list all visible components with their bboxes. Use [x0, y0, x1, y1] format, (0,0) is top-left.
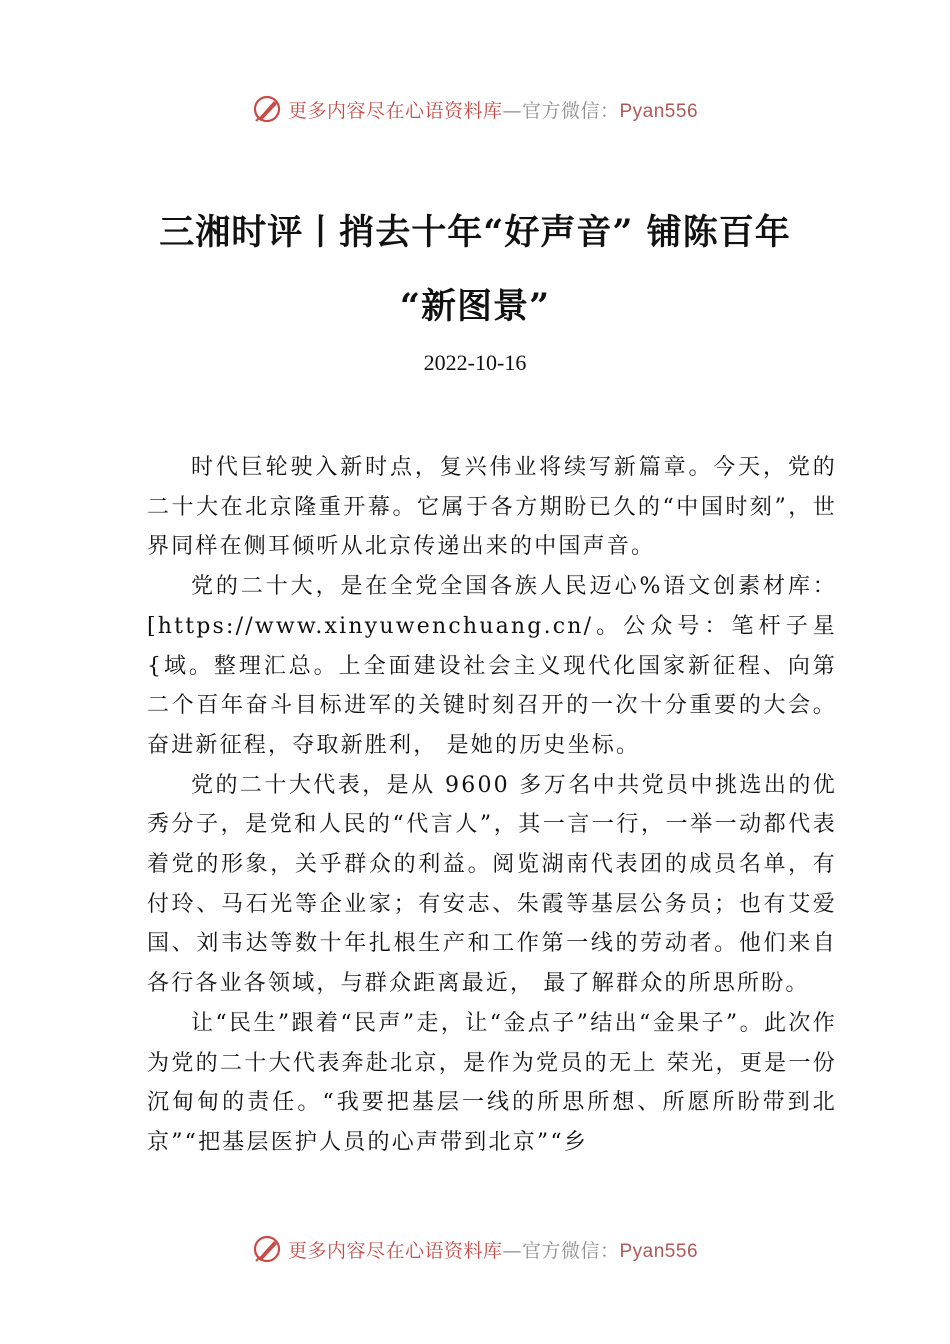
article-title-line1: 三湘时评丨捎去十年“好声音” 铺陈百年 [159, 212, 791, 253]
watermark-text [288, 1236, 698, 1263]
watermark-brand: 更多内容尽在心语资料库 [287, 1239, 503, 1262]
watermark-footer [0, 1234, 950, 1264]
paragraph: 党的二十大，是在全党全国各族人民迈心%语文创素材库：[https://www.xinyuwenchuang.cn/。公众号：笔杆子星{域。整理汇总。上全面建设社会主义现代化国家新征程、向第二个百年奋斗目标进军的关键时刻召开的一次十分重要的大会。奋进新征程，夺取新胜利， 是她的历史坐标。 [147, 574, 837, 758]
watermark-header [0, 94, 950, 124]
article-body [147, 448, 837, 1163]
quill-seal-icon [252, 1234, 282, 1264]
quill-seal-icon [252, 94, 282, 124]
watermark-text [288, 96, 698, 123]
watermark-brand: 更多内容尽在心语资料库 [287, 99, 503, 122]
watermark-label: —官方微信： [502, 99, 620, 122]
watermark-wechat-id: Pyan556 [619, 1240, 699, 1262]
article-title [100, 196, 850, 344]
paragraph: 党的二十大代表，是从 9600 多万名中共党员中挑选出的优秀分子，是党和人民的“代言人”，其一言一行，一举一动都代表着党的形象，关乎群众的利益。阅览湖南代表团的成员名单，有付玲、马石光等企业家；有安志、朱霞等基层公务员；也有艾爱国、刘韦达等数十年扎根生产和工作第一线的劳动者。他们来自各行各业各领域，与群众距离最近， 最了解群众的所思所盼。 [147, 772, 837, 997]
paragraph: 让“民生”跟着“民声”走，让“金点子”结出“金果子”。此次作为党的二十大代表奔赴北京，是作为党员的无上 荣光，更是一份沉甸甸的责任。“我要把基层一线的所思所想、所愿所盼带到北京”“把基层医护人员的心声带到北京”“乡 [147, 1010, 837, 1155]
article-title-line2: “新图景” [399, 286, 551, 327]
watermark-label: —官方微信： [502, 1239, 620, 1262]
article-date: 2022-10-16 [423, 350, 527, 375]
paragraph: 时代巨轮驶入新时点，复兴伟业将续写新篇章。今天，党的二十大在北京隆重开幕。它属于各方期盼已久的“中国时刻”，世界同样在侧耳倾听从北京传递出来的中国声音。 [147, 455, 837, 560]
watermark-wechat-id: Pyan556 [619, 100, 699, 122]
